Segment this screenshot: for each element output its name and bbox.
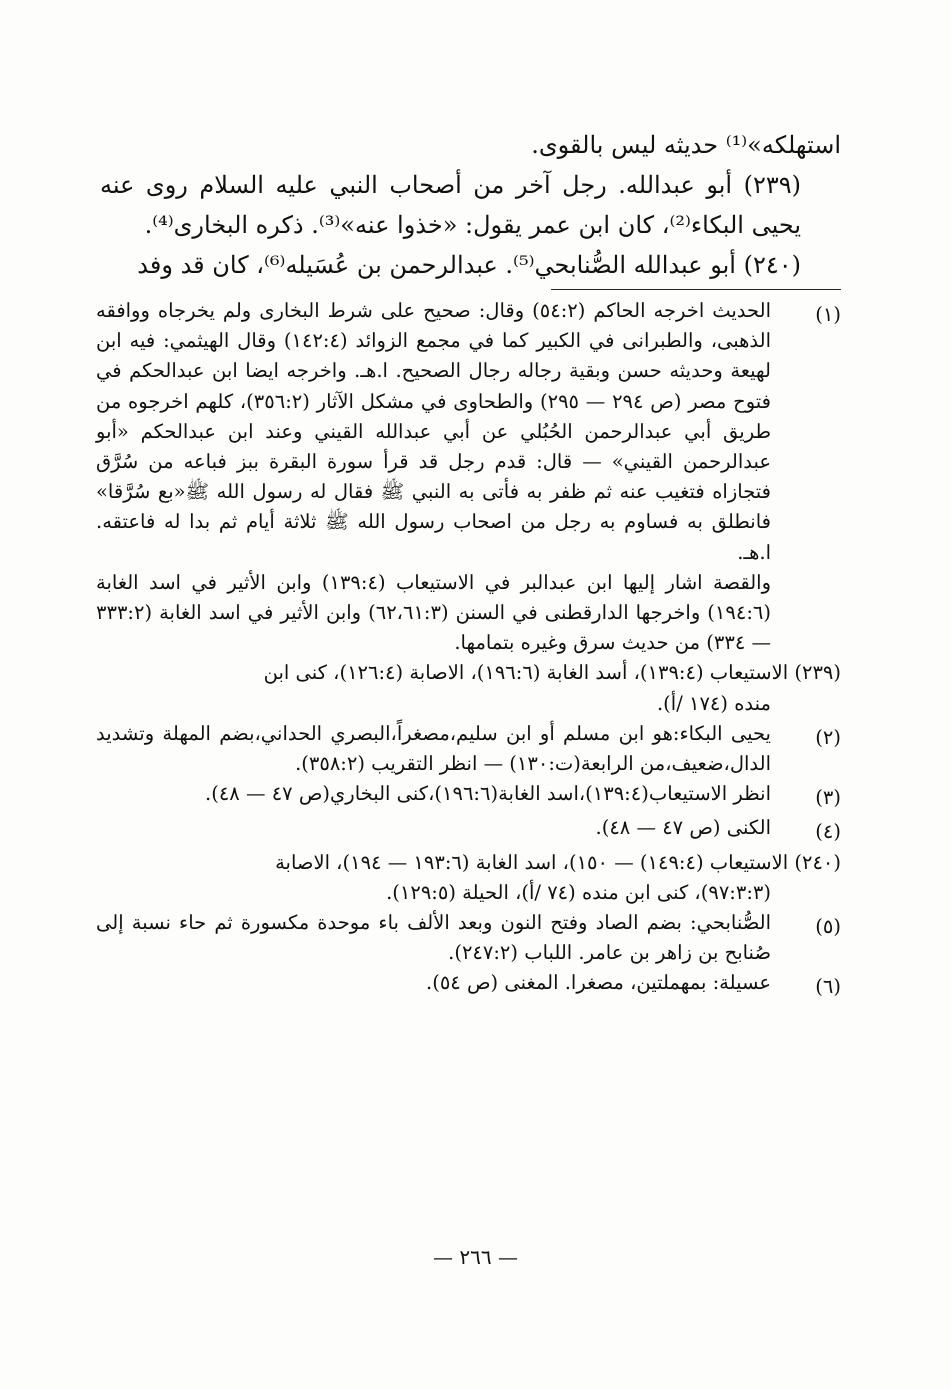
footnote-paragraph: الصُّنابحي: بضم الصاد وفتح النون وبعد الألف باء موحدة مكسورة ثم حاء نسبة إلى صُنابح بن زاهر بن عامر. اللباب (٢٤٧:٢). <box>96 911 771 965</box>
footnote-3 <box>96 779 841 813</box>
footnote-body <box>96 719 771 779</box>
footnote-body <box>96 813 771 843</box>
footnote-number: (٥) <box>815 915 841 939</box>
footnote-divider <box>551 289 841 290</box>
footnote-number: (٤) <box>815 820 841 844</box>
footnote-paragraph: الكنى (ص ٤٧ — ٤٨). <box>595 816 771 840</box>
footnotes <box>96 296 841 1003</box>
footnote-body <box>96 908 771 968</box>
footnote-1 <box>96 296 841 658</box>
footnote-line <box>96 848 841 878</box>
footnote-number: (٢) <box>815 725 841 749</box>
entry-240: (٢٤٠) أبو عبدالله الصُّنابحي⁽⁵⁾. عبدالرحمن بن عُسَيله⁽⁶⁾، كان قد وفد <box>137 251 801 279</box>
footnote-239 <box>96 658 841 718</box>
footnote-number: (٣) <box>815 786 841 810</box>
footnote-text: الاستيعاب (١٣٩:٤)، أسد الغابة (١٩٦:٦)، الاصابة (١٢٦:٤)، كنى ابن <box>263 661 789 685</box>
main-text <box>100 125 841 285</box>
footnote-line: منده (١٧٤ /أ). <box>656 691 771 715</box>
footnote-paragraph: انظر الاستيعاب(١٣٩:٤)،اسد الغابة(١٩٦:٦)،كنى البخاري(ص ٤٧ — ٤٨). <box>205 782 771 806</box>
footnote-6 <box>96 968 841 1002</box>
footnote-body <box>96 779 771 809</box>
footnote-paragraph: والقصة اشار إليها ابن عبدالبر في الاستيعاب (١٣٩:٤) وابن الأثير في اسد الغابة (١٩٤:٦) واخرجها الدارقطنى في السنن (٦٢،٦١:٣) وابن الأثير في اسد الغابة (٣٣٣:٢ — ٣٣٤) من حديث سرق وغيره بتمامها. <box>96 570 771 655</box>
footnote-number: (٦) <box>815 975 841 999</box>
entry-239: (٢٣٩) أبو عبدالله. رجل آخر من أصحاب النبي عليه السلام روى عنه يحيى البكاء⁽²⁾، كان ابن عمر يقول: «خذوا عنه»⁽³⁾. ذكره البخارى⁽⁴⁾. <box>100 171 801 239</box>
footnote-number: (٢٣٩) <box>794 661 841 685</box>
footnote-paragraph: عسيلة: بمهملتين، مصغرا. المغنى (ص ٥٤). <box>426 971 771 995</box>
footnote-paragraph: الحديث اخرجه الحاكم (٥٤:٢) وقال: صحيح على شرط البخارى ولم يخرجاه ووافقه الذهبى، والطبرانى في الكبير كما في مجمع الزوائد (١٤٢:٤) وقال الهيثمي: فيه ابن لهيعة وحديثه حسن وبقية رجاله رجال الصحيح. ا.هـ. واخرجه ايضا ابن عبدالحكم في فتوح مصر (ص ٢٩٤ — ٢٩٥) والطحاوى في مشكل الآثار (٣٥٦:٢)، كلهم اخرجوه من طريق أبي عبدالرحمن الحُبُلي عن أبي عبدالله القيني وعند ابن عبدالحكم «أبو عبدالرحمن القيني» — قال: قدم رجل قد قرأ سورة البقرة ببز فباعه من سُرَّق فتجازاه فتغيب عنه ثم ظفر به فأتى به النبي ﷺ فقال له رسول الله ﷺ«بع سُرَّقا» فانطلق به فساوم به رجل من اصحاب رسول الله ﷺ ثلاثة أيام ثم بدا له فاعتقه. ا.هـ. <box>96 299 772 564</box>
footnote-line <box>96 658 841 688</box>
footnote-5 <box>96 908 841 968</box>
main-line-1: استهلكه»⁽¹⁾ حديثه ليس بالقوى. <box>531 131 841 159</box>
footnote-body <box>96 296 771 658</box>
footnote-4 <box>96 813 841 847</box>
footnote-number: (١) <box>815 303 841 326</box>
footnote-number: (٢٤٠) <box>794 850 841 874</box>
footnote-paragraph: يحيى البكاء:هو ابن مسلم أو ابن سليم،مصغراً،البصري الحداني،بضم المهلة وتشديد الدال،ضعيف،من الرابعة(ت:١٣٠) — انظر التقريب (٣٥٨:٢). <box>96 721 771 776</box>
footnote-body <box>96 968 771 998</box>
footnote-text: الاستيعاب (١٤٩:٤) — ١٥٠)، اسد الغابة (١٩٣:٦ — ١٩٤)، الاصابة <box>275 850 789 874</box>
footnote-2 <box>96 719 841 779</box>
footnote-240 <box>96 848 841 908</box>
footnote-line: (٩٧:٣:٣)، كنى ابن منده (٧٤ /أ)، الحيلة (١٢٩:٥). <box>386 880 771 904</box>
page-number: — ٢٦٦ — <box>433 1245 518 1269</box>
